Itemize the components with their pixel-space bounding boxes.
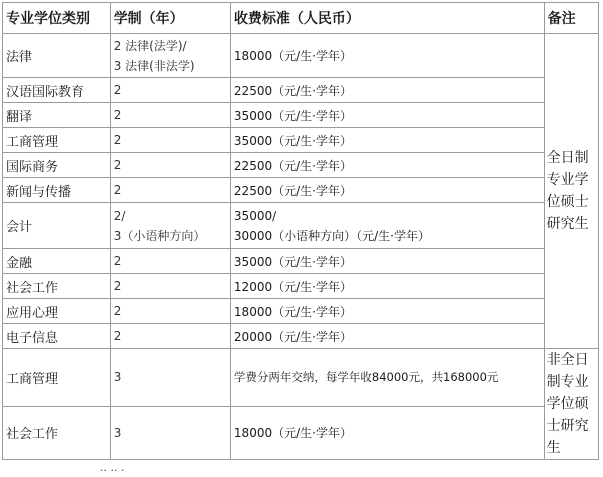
table-row (3, 349, 599, 407)
table-row (3, 178, 599, 203)
fee-cell: 20000（元/生·学年） (230, 324, 544, 349)
table-row (3, 274, 599, 299)
duration-cell: 2 (110, 178, 230, 203)
duration-cell: 3 (110, 406, 230, 459)
table-row (3, 78, 599, 103)
table-row (3, 203, 599, 249)
fee-cell: 22500（元/生·学年） (230, 178, 544, 203)
duration-cell: 2 (110, 249, 230, 274)
table-row (3, 153, 599, 178)
note-part-time: 非全日制专业学位硕士研究生 (544, 349, 598, 460)
header-row (3, 3, 599, 34)
category-cell: 社会工作 (3, 274, 111, 299)
fee-cell (230, 203, 544, 249)
fee-cell: 22500（元/生·学年） (230, 153, 544, 178)
table-row (3, 406, 599, 459)
fee-cell: 35000（元/生·学年） (230, 103, 544, 128)
duration-cell (110, 203, 230, 249)
duration-line: 2 法律(法学)/ (113, 38, 187, 53)
duration-line: 3 法律(非法学) (113, 58, 195, 73)
category-cell: 工商管理 (3, 128, 111, 153)
category-cell: 工商管理 (3, 349, 111, 407)
duration-cell: 2 (110, 103, 230, 128)
note-full-time: 全日制专业学位硕士研究生 (544, 34, 598, 349)
header-duration: 学制（年） (110, 3, 230, 34)
fee-cell: 22500（元/生·学年） (230, 78, 544, 103)
duration-cell: 2 (110, 153, 230, 178)
header-note: 备注 (544, 3, 598, 34)
category-cell: 会计 (3, 203, 111, 249)
duration-line: 2/ (113, 208, 126, 223)
duration-cell: 2 (110, 78, 230, 103)
category-cell: 新闻与传播 (3, 178, 111, 203)
duration-cell: 2 (110, 274, 230, 299)
fee-cell: 18000（元/生·学年） (230, 299, 544, 324)
header-category: 专业学位类别 (3, 3, 111, 34)
table-row (3, 128, 599, 153)
fee-line: 30000（小语种方向）（元/生·学年） (233, 228, 430, 243)
tuition-table (2, 2, 599, 460)
category-cell: 国际商务 (3, 153, 111, 178)
duration-cell: 2 (110, 324, 230, 349)
category-cell: 应用心理 (3, 299, 111, 324)
category-cell: 翻译 (3, 103, 111, 128)
category-cell: 社会工作 (3, 406, 111, 459)
duration-cell (110, 34, 230, 78)
table-row (3, 249, 599, 274)
fee-cell: 12000（元/生·学年） (230, 274, 544, 299)
table-row (3, 324, 599, 349)
category-cell: 法律 (3, 34, 111, 78)
fee-cell: 35000（元/生·学年） (230, 249, 544, 274)
fee-cell: 18000（元/生·学年） (230, 406, 544, 459)
fee-cell: 18000（元/生·学年） (230, 34, 544, 78)
category-cell: 金融 (3, 249, 111, 274)
fee-cell: 35000（元/生·学年） (230, 128, 544, 153)
duration-cell: 3 (110, 349, 230, 407)
table-row (3, 34, 599, 78)
table-row (3, 299, 599, 324)
header-fee: 收费标准（人民币） (230, 3, 544, 34)
fee-cell: 学费分两年交纳，每学年收84000元，共168000元 (230, 349, 544, 407)
fee-line: 35000/ (233, 208, 277, 223)
duration-cell: 2 (110, 299, 230, 324)
table-row (3, 103, 599, 128)
duration-cell: 2 (110, 128, 230, 153)
category-cell: 电子信息 (3, 324, 111, 349)
footer-text: ·· ·· · (100, 464, 125, 477)
duration-line: 3（小语种方向） (113, 228, 206, 243)
category-cell: 汉语国际教育 (3, 78, 111, 103)
